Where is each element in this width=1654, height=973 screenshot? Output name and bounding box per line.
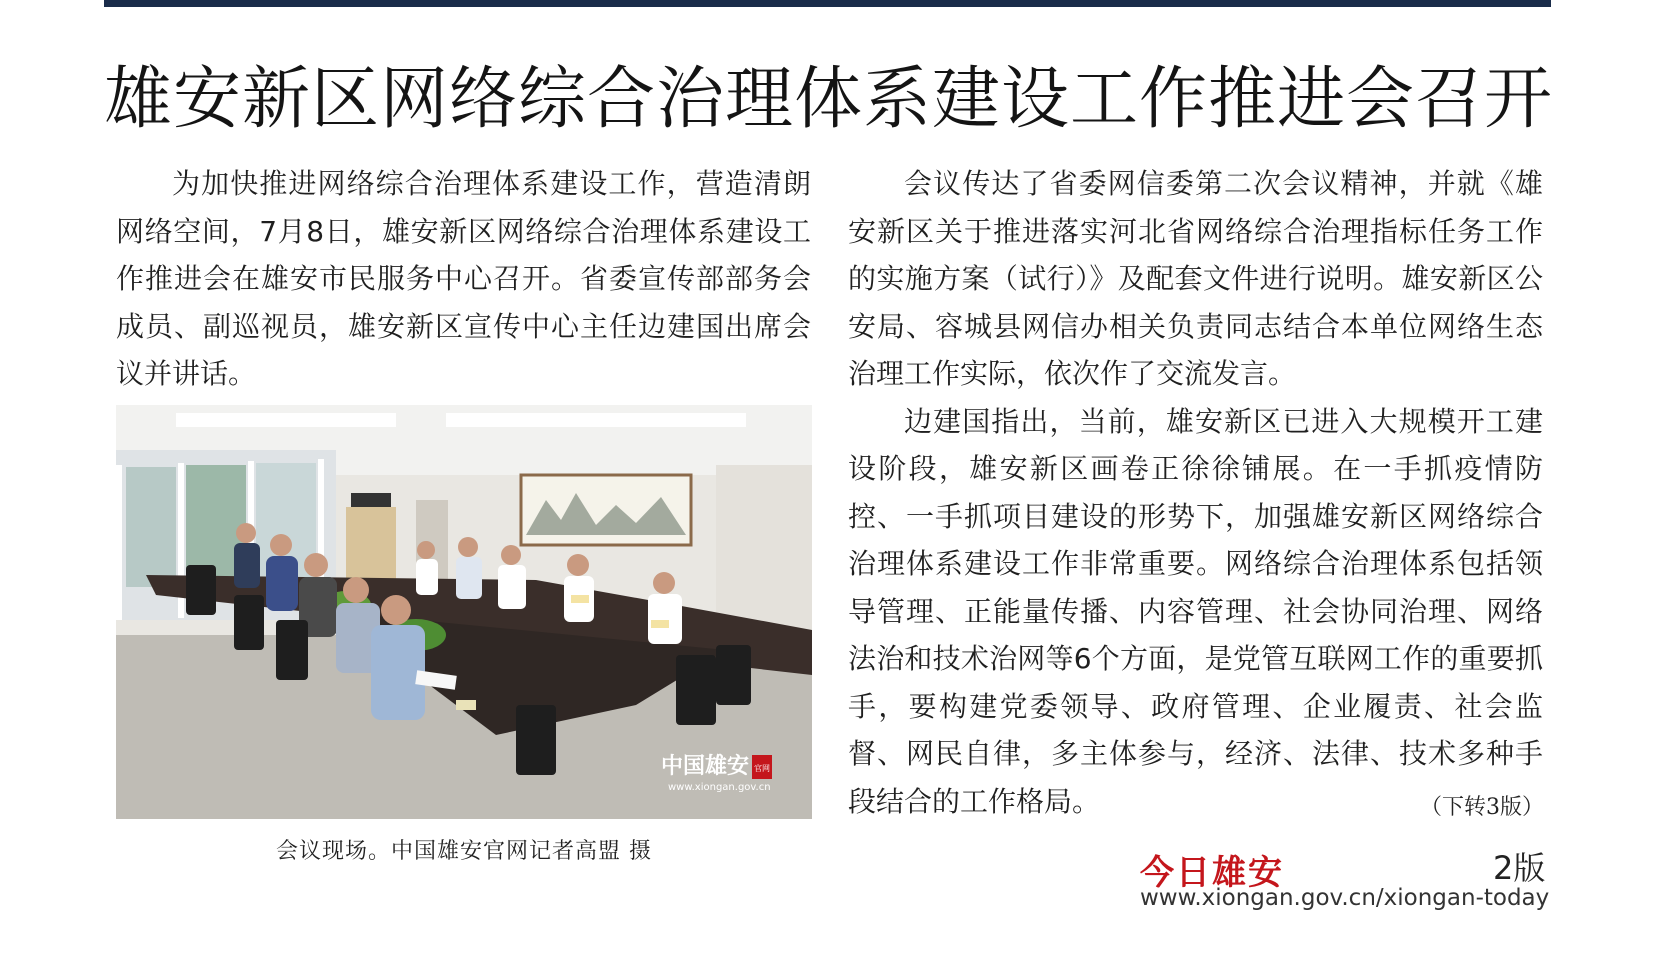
left-column	[116, 160, 811, 398]
photo-caption: 会议现场。中国雄安官网记者高盟 摄	[276, 839, 652, 864]
paragraph: 边建国指出，当前，雄安新区已进入大规模开工建设阶段，雄安新区画卷正徐徐铺展。在一手抓疫情防控、一手抓项目建设的形势下，加强雄安新区网络综合治理体系建设工作非常重要。网络综合治理体系包括领导管理、正能量传播、内容管理、社会协同治理、网络法治和技术治网等6个方面，是党管互联网工作的重要抓手，要构建党委领导、政府管理、企业履责、社会监督、网民自律，多主体参与，经济、法律、技术多种手段结合的工作格局。	[848, 404, 1543, 818]
paragraph: 会议传达了省委网信委第二次会议精神，并就《雄安新区关于推进落实河北省网络综合治理指标任务工作的实施方案（试行）》及配套文件进行说明。雄安新区公安局、容城县网信办相关负责同志结合本单位网络生态治理工作实际，依次作了交流发言。	[848, 167, 1543, 390]
photo-watermark-seal: 官网	[754, 764, 770, 773]
photo-watermark-url: www.xiongan.gov.cn	[668, 782, 771, 793]
paragraph: 为加快推进网络综合治理体系建设工作，营造清朗网络空间，7月8日，雄安新区网络综合治理体系建设工作推进会在雄安市民服务中心召开。省委宣传部部务会成员、副巡视员，雄安新区宣传中心主任边建国出席会议并讲话。	[116, 167, 811, 390]
masthead-logo: 今日雄安	[1140, 853, 1284, 893]
photo-watermark: 中国雄安	[661, 753, 750, 779]
page-number: 2版	[1493, 849, 1546, 887]
right-column	[848, 160, 1543, 825]
headline: 雄安新区网络综合治理体系建设工作推进会召开	[104, 60, 1554, 139]
meeting-photo	[116, 405, 812, 819]
top-rule	[104, 0, 1551, 7]
site-url: www.xiongan.gov.cn/xiongan-today	[1140, 885, 1550, 911]
continued-note: （下转3版）	[1420, 795, 1544, 820]
